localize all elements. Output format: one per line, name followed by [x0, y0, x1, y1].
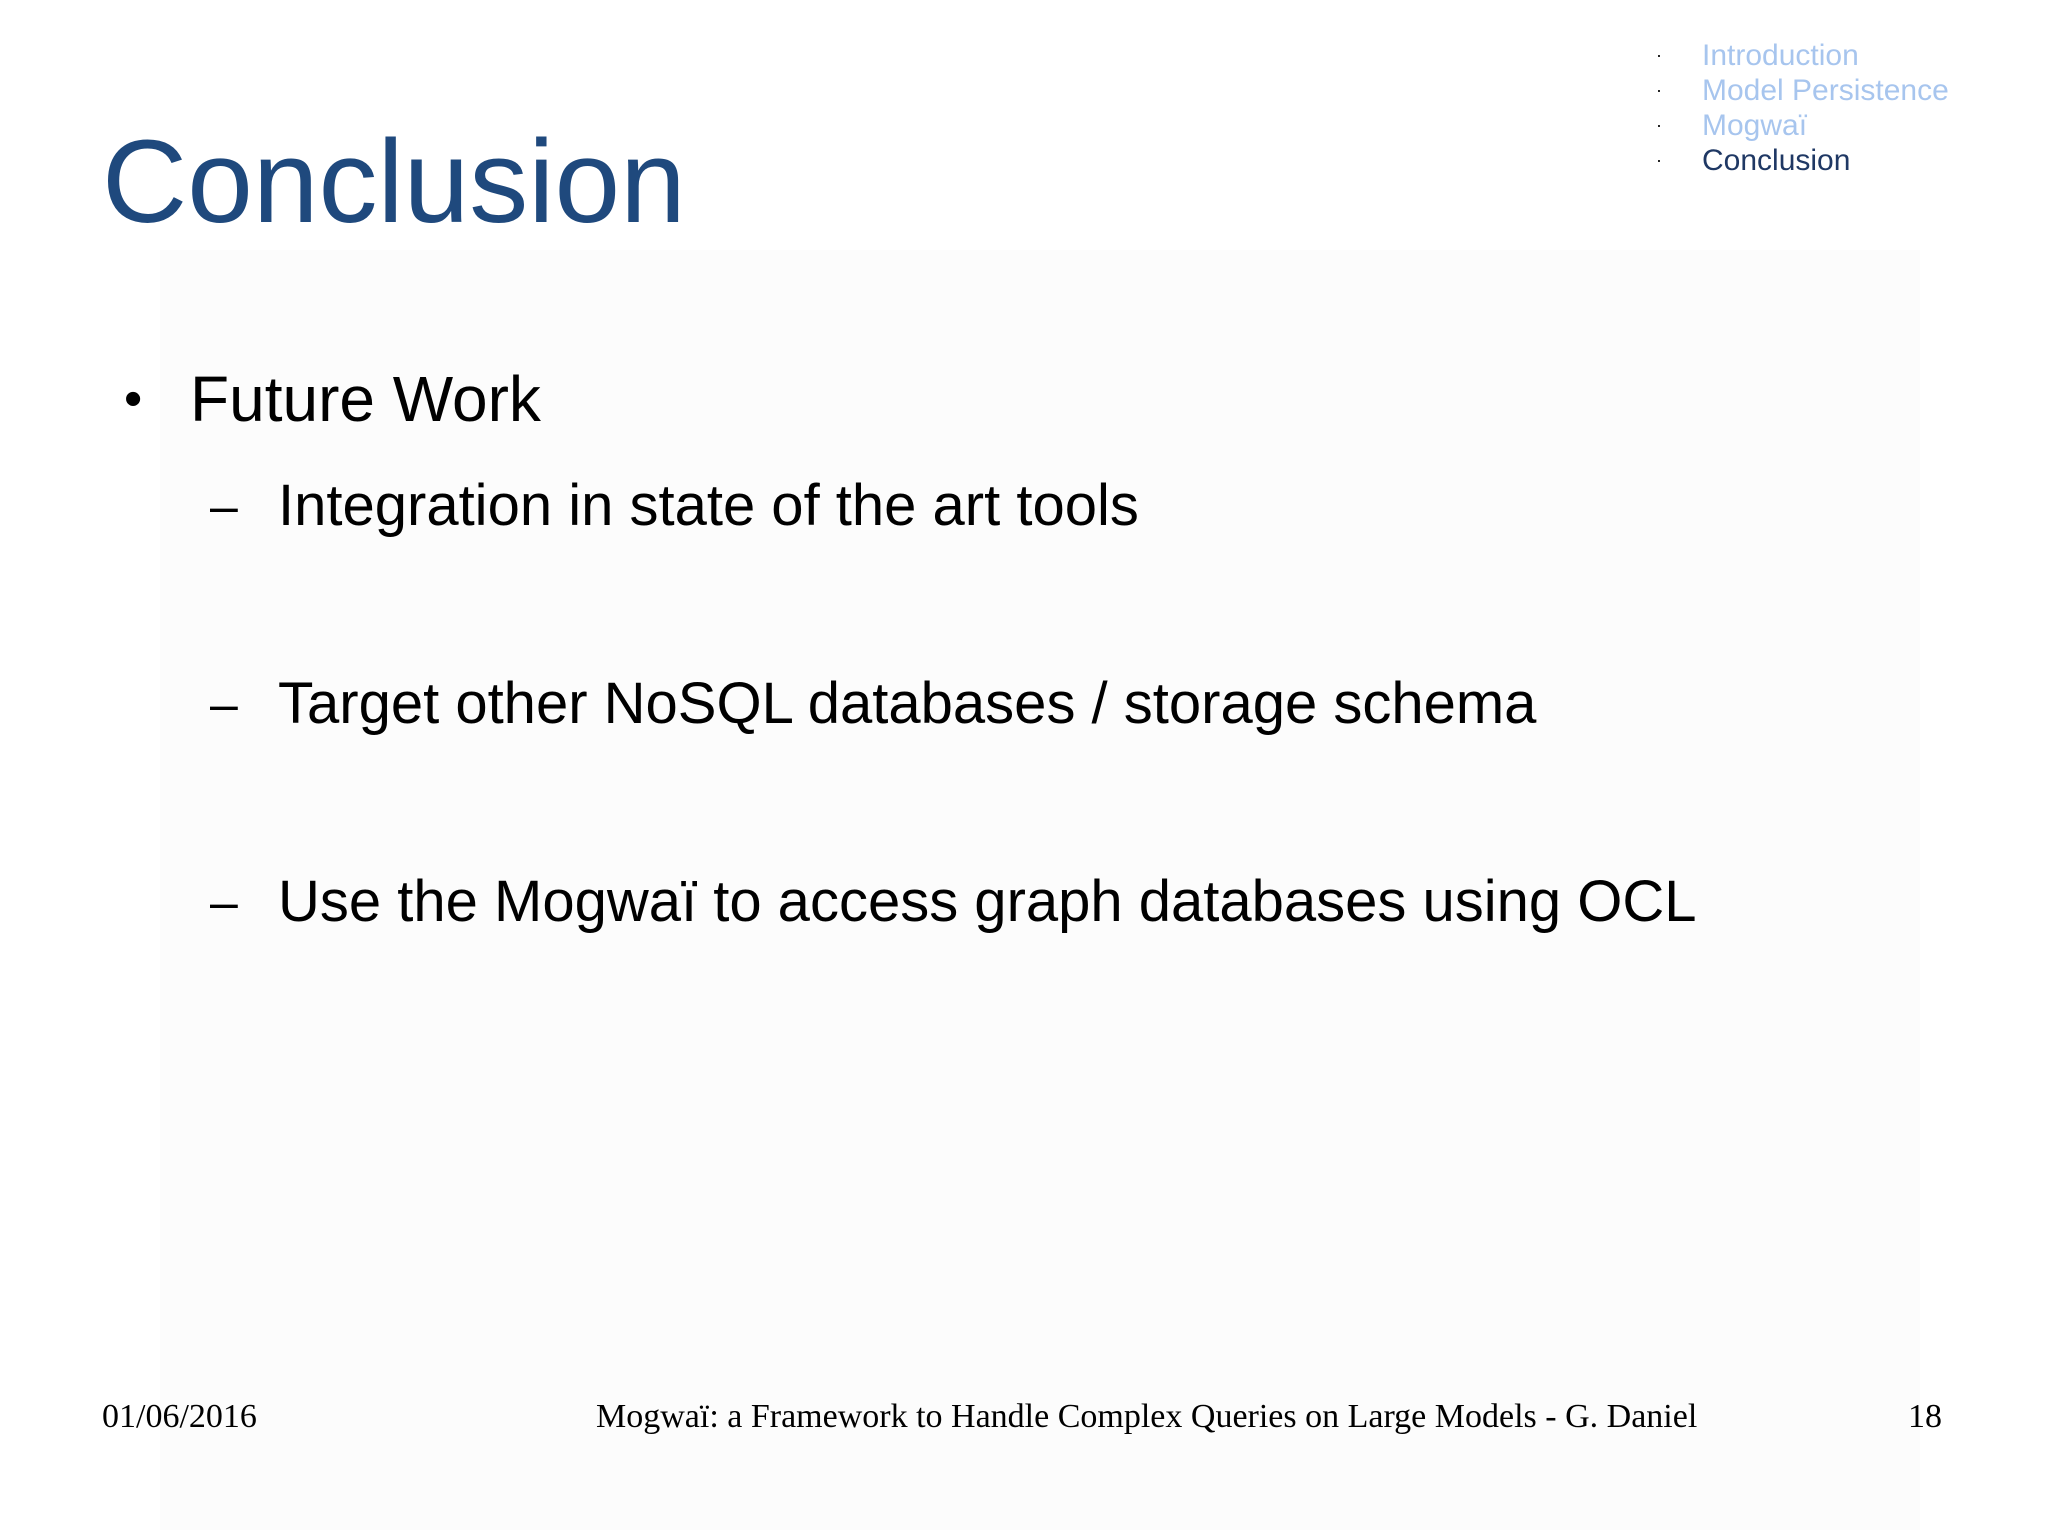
- bullet-future-work: [124, 362, 541, 436]
- nav-item-label: Mogwaï: [1702, 109, 1808, 142]
- page-number: 18: [1908, 1398, 1942, 1435]
- nav-item-introduction[interactable]: [1650, 38, 1949, 73]
- nav-item-conclusion[interactable]: [1650, 143, 1949, 178]
- nav-bullet-icon: ·: [1656, 45, 1662, 65]
- nav-item-label: Introduction: [1702, 39, 1859, 72]
- sub-bullet-nosql: [210, 670, 1536, 737]
- bullet-icon: •: [124, 370, 143, 428]
- dash-icon: –: [210, 675, 238, 732]
- dash-icon: –: [210, 873, 238, 930]
- footer-date: 01/06/2016: [102, 1398, 257, 1435]
- sub-bullet-ocl: [210, 868, 1697, 935]
- sub-bullet-text: Integration in state of the art tools: [278, 473, 1139, 538]
- sub-bullet-integration: [210, 472, 1139, 539]
- sub-bullet-text: Use the Mogwaï to access graph databases using OCL: [278, 869, 1697, 934]
- sub-bullet-text: Target other NoSQL databases / storage schema: [278, 671, 1537, 736]
- nav-item-model-persistence[interactable]: [1650, 73, 1949, 108]
- nav-item-label: Model Persistence: [1702, 74, 1949, 107]
- nav-item-label: Conclusion: [1702, 144, 1851, 177]
- nav-item-mogwai[interactable]: [1650, 108, 1949, 143]
- section-navigation: [1650, 38, 1949, 178]
- slide-title: Conclusion: [102, 116, 686, 248]
- nav-bullet-icon: ·: [1656, 115, 1662, 135]
- nav-bullet-icon: ·: [1656, 150, 1662, 170]
- bullet-text: Future Work: [190, 363, 541, 435]
- dash-icon: –: [210, 477, 238, 534]
- footer-title: Mogwaï: a Framework to Handle Complex Queries on Large Models - G. Daniel: [596, 1398, 1698, 1435]
- nav-bullet-icon: ·: [1656, 80, 1662, 100]
